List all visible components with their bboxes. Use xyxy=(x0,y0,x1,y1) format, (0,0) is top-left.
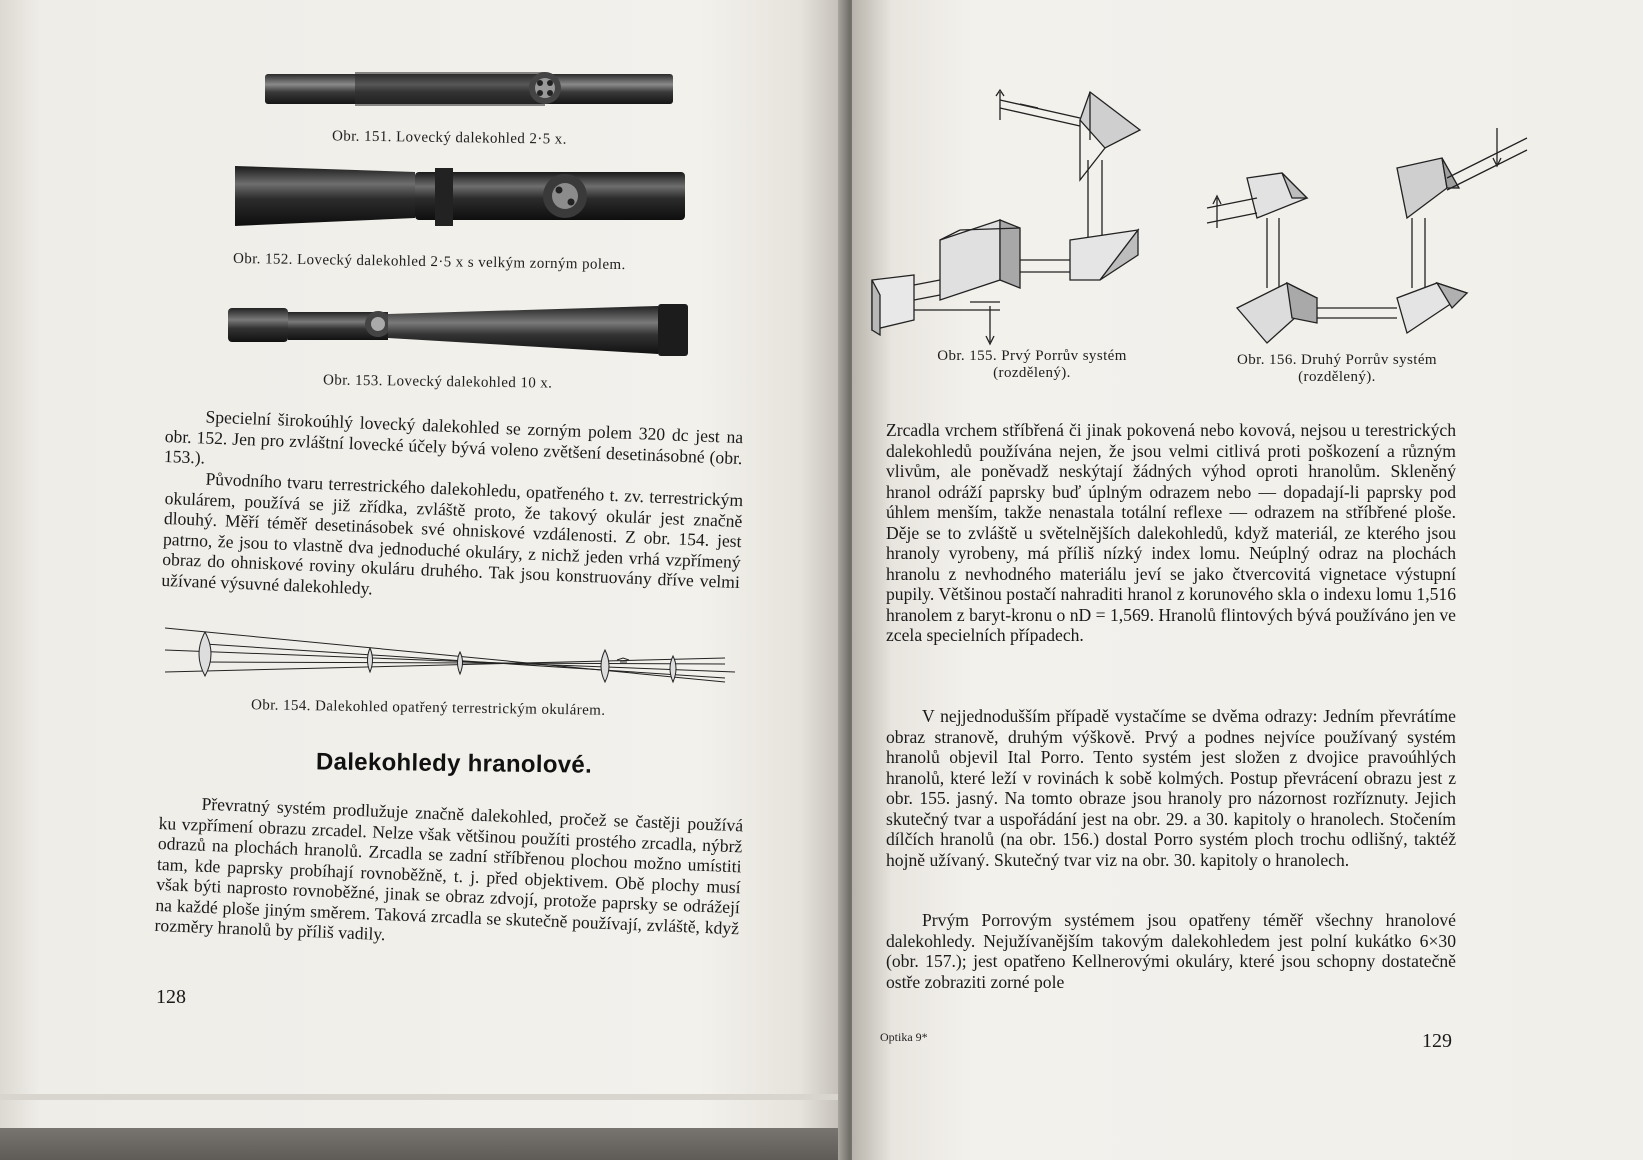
figure-156-caption xyxy=(1207,352,1467,386)
figure-155-caption xyxy=(912,348,1152,382)
page-number-left: 128 xyxy=(156,986,186,1008)
hunting-scope-10x-image xyxy=(228,298,690,360)
porro-first-system-diagram xyxy=(870,80,1170,354)
figure-154-caption: Obr. 154. Dalekohled opatřený terrestrickým okulárem. xyxy=(250,697,606,719)
terrestrial-eyepiece-diagram xyxy=(165,620,740,694)
paragraph-terrestrial-eyepiece: Původního tvaru terrestrického dalekohledu, opatřeného t. zv. terrestrickým okulárem, používá se již zřídka, zvláště proto, že takový okulár jest značně dlouhý. Měří téměř desetinásobek své ohniskové vzdálenosti. Z obr. 154. jest patrno, že jsou to vlastně dva jednoduché okuláry, z nichž jeden vrhá vzpřímený obraz do ohniskové roviny okuláru druhého. Tak jsou konstruovány dříve velmi užívané výsuvné dalekohledy. xyxy=(161,468,744,598)
page-edge xyxy=(0,1094,848,1100)
figure-151-caption: Obr. 151. Lovecký dalekohled 2·5 x. xyxy=(331,128,567,148)
hunting-scope-2-5x-image xyxy=(265,66,673,114)
paragraph-wide-angle-scope: Specielní širokoúhlý lovecký dalekohled se zorným polem 320 dc jest na obr. 152. Jen pro zvláštní lovecké účely bývá voleno zvětšení desetinásobné (obr. 153.). xyxy=(163,406,744,468)
figure-156-caption-line2: (rozdělený). xyxy=(1298,369,1376,385)
figure-153-caption: Obr. 153. Lovecký dalekohled 10 x. xyxy=(322,372,553,392)
paragraph-mirror-coatings: Zrcadla vrchem stříbřená či jinak pokovená nebo kovová, nejsou u terestrických dalekohledů používána nejen, že jsou velmi citlivá proti poškození a různým vlivům, ale poněvadž neskýtají žádných výhod oproti hranolům. Skleněný hranol odráží paprsky buď úplným odrazem nebo — dopadají-li paprsky pod úhlem menším, takže nenastala totální reflexe — odrazem na stříbřené ploše. Děje se to zvláště u světelnějších dalekohledů, když materiál, ze kterého jsou hranoly vyrobeny, má příliš nízký index lomu. Neúplný odraz na plochách hranolu z nevhodného materiálu jeví se jako čtvercovitá vignetace výstupní pupily. Většinou postačí nahraditi hranol z korunového skla o indexu lomu 1,516 hranolem z baryt-kronu o nD = 1,569. Hranolů flintových bývá používáno jen ve zcela specielních případech. xyxy=(886,420,1456,645)
porro-second-system-diagram xyxy=(1197,118,1532,362)
footer-signature: Optika 9* xyxy=(880,1030,928,1044)
page-number-right: 129 xyxy=(1422,1030,1452,1052)
section-heading: Dalekohledy hranolové. xyxy=(315,748,593,779)
figure-156-caption-line1: Obr. 156. Druhý Porrův systém xyxy=(1237,352,1437,368)
figure-152-caption: Obr. 152. Lovecký dalekohled 2·5 x s velkým zorným polem. xyxy=(232,250,626,274)
paragraph-field-glass: Prvým Porrovým systémem jsou opatřeny téměř všechny hranolové dalekohledy. Nejužívanějším takovým dalekohledem jest polní kukátko 6×30 (obr. 157.); jest opatřeno Kellnerovými okuláry, které jsou schopny dostatečně ostře zobraziti zorné pole xyxy=(886,910,1456,992)
paragraph-porro-system: V nejjednodušším případě vystačíme se dvěma odrazy: Jedním převrátíme obraz stranově, druhým výškově. Prvý a podnes nejvíce používaný systém hranolů objevil Ital Porro. Tento systém jest složen z dvojice pravoúhlých hranolů, které leží v rovinách k sobě kolmých. Postup převrácení obrazu jest z obr. 155. jasný. Na tomto obraze jsou hranoly pro názornost rozříznuty. Jejich skutečný tvar a uspořádání jest na obr. 29. a 30. kapitoly o hranolech. Stočením dílčích hranolů (na obr. 156.) dostal Porro systém ploch trochu odlišný, taktéž hojně užívaný. Skutečný tvar viz na obr. 30. kapitoly o hranolech. xyxy=(886,706,1456,870)
hunting-scope-wide-field-image xyxy=(235,160,690,234)
figure-155-caption-line2: (rozdělený). xyxy=(993,365,1071,381)
right-page xyxy=(852,0,1643,1160)
figure-155-caption-line1: Obr. 155. Prvý Porrův systém xyxy=(937,348,1127,364)
paragraph-prism-binoculars: Převratný systém prodlužuje značně dalekohled, pročež se častěji používá ku vzpřímení obrazu zrcadel. Nelze však většinou použíti prostého zrcadla, nýbrž odrazů na plochách hranolů. Zrcadla se zadní stříbřenou plochou možno umístiti tam, kde paprsky probíhají rovnoběžně, t. j. před objektivem. Obě plochy musí však býti naprosto rovnoběžné, jinak se obraz zdvojí, protože paprsky se odrážejí na každé ploše jiným směrem. Taková zrcadla se skutečně používají, zvláště, když rozměry hranolů by příliš vadily. xyxy=(154,793,744,945)
